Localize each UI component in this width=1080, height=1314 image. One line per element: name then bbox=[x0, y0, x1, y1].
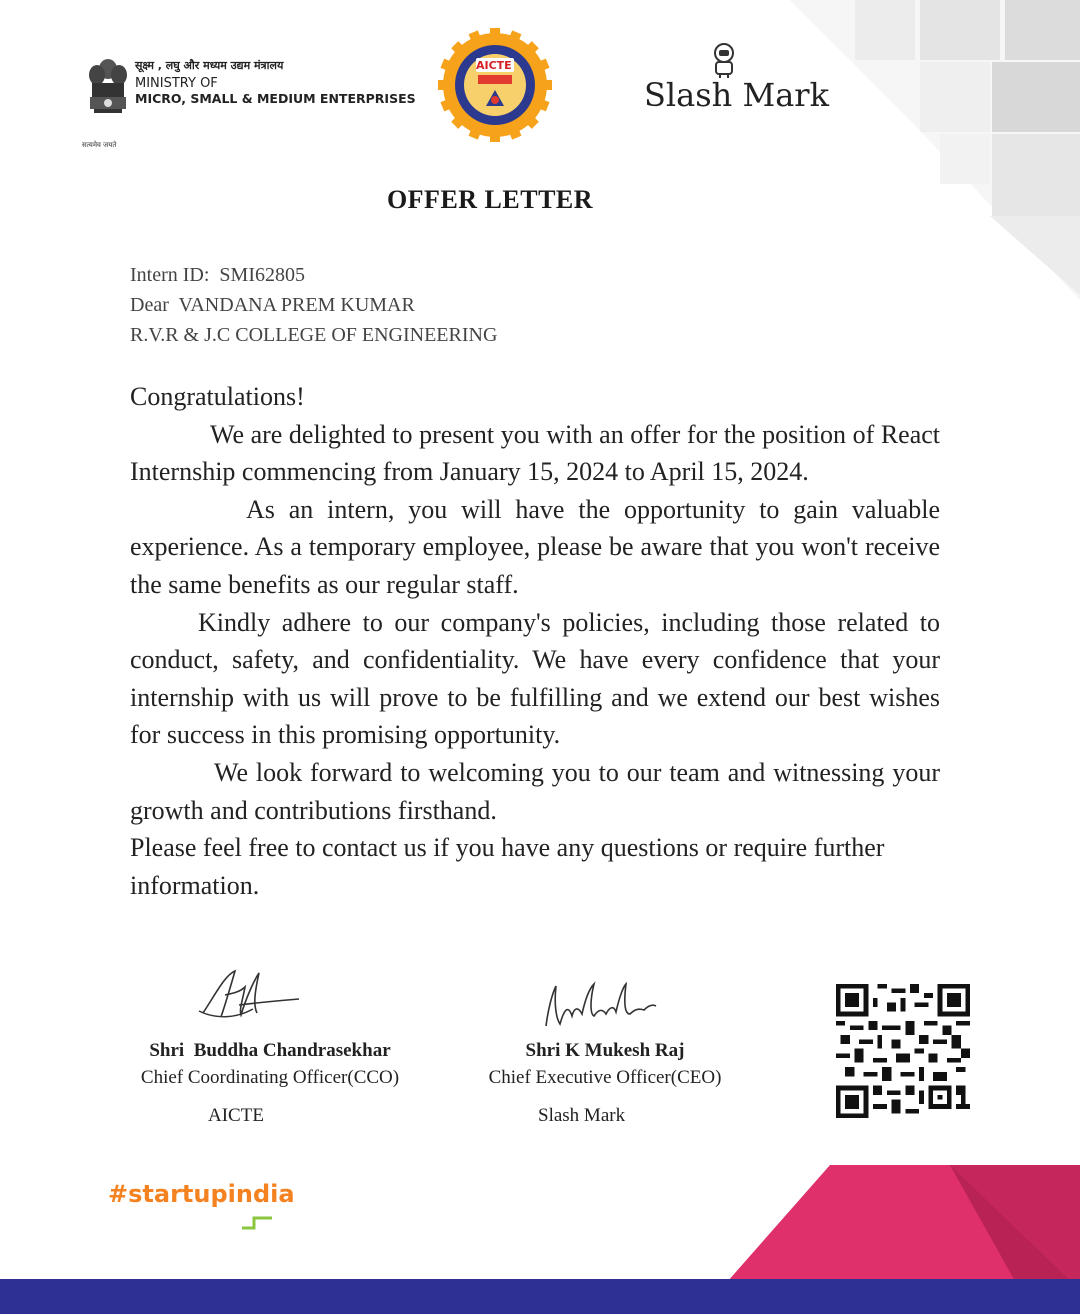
ministry-line1: MINISTRY OF bbox=[135, 76, 218, 91]
ministry-name bbox=[135, 58, 416, 106]
emblem-caption: सत्यमेव जयते bbox=[82, 141, 117, 149]
paragraph-2: As an intern, you will have the opportunity to gain valuable experience. As a temporary employee, please be aware that you won't receive the same benefits as our regular staff. bbox=[130, 494, 940, 599]
astronaut-icon bbox=[710, 42, 738, 78]
salutation-line bbox=[130, 290, 497, 320]
signature-ceo bbox=[540, 980, 660, 1032]
ministry-line2: MICRO, SMALL & MEDIUM ENTERPRISES bbox=[135, 91, 416, 106]
letter-title: OFFER LETTER bbox=[386, 185, 594, 214]
footer-band bbox=[0, 1279, 1080, 1314]
startupindia-hashtag bbox=[108, 1180, 295, 1208]
signatory-ceo-name: Shri K Mukesh Raj bbox=[525, 1040, 685, 1061]
intern-id-label: Intern ID: bbox=[130, 264, 210, 286]
paragraph-5: Please feel free to contact us if you have any questions or require further information. bbox=[130, 833, 885, 900]
startupindia-hashtag-prefix: #startup bbox=[108, 1180, 228, 1208]
startupindia-hashtag-suffix: india bbox=[227, 1180, 295, 1208]
paragraph-3: Kindly adhere to our company's policies, including those related to conduct, safety, and confidentiality. We have every confidence that your internship with us will prove to be fulfilling and we extend our best wishes for success in this promising opportunity. bbox=[130, 607, 940, 750]
recipient-block bbox=[130, 260, 497, 350]
intern-id: SMI62805 bbox=[219, 264, 305, 286]
college-name: R.V.R & J.C COLLEGE OF ENGINEERING bbox=[130, 324, 498, 346]
signatory-ceo-org: Slash Mark bbox=[538, 1105, 626, 1126]
ministry-hindi: सूक्ष्म , लघु और मध्यम उद्यम मंत्रालय bbox=[135, 59, 284, 72]
paragraph-1: We are delighted to present you with an offer for the position of React Internship commencing from January 15, 2024 to April 15, 2024. bbox=[130, 419, 940, 487]
intern-id-line bbox=[130, 260, 497, 290]
signatory-cco-org: AICTE bbox=[208, 1105, 264, 1126]
signatory-ceo bbox=[450, 1040, 760, 1089]
signatory-cco bbox=[110, 1040, 430, 1089]
greeting: Congratulations! bbox=[130, 382, 305, 411]
paragraph-4: We look forward to welcoming you to our team and witnessing your growth and contributions firsthand. bbox=[130, 757, 940, 825]
letter-body bbox=[130, 378, 940, 904]
aicte-logo-text: AICTE bbox=[476, 59, 512, 72]
recipient-name: VANDANA PREM KUMAR bbox=[178, 294, 415, 316]
aicte-logo bbox=[438, 28, 552, 142]
national-emblem-icon bbox=[84, 55, 132, 127]
signatory-cco-title: Chief Coordinating Officer(CCO) bbox=[140, 1067, 400, 1088]
corner-decoration-top bbox=[760, 0, 1080, 300]
salutation: Dear bbox=[130, 294, 169, 316]
startupindia-underline-icon bbox=[240, 1208, 276, 1230]
signatory-cco-name: Shri Buddha Chandrasekhar bbox=[149, 1040, 391, 1061]
qr-code bbox=[836, 984, 970, 1118]
slash-mark-brand: Slash Mark bbox=[644, 76, 829, 114]
corner-decoration-bottom bbox=[720, 1160, 1080, 1290]
signatory-ceo-title: Chief Executive Officer(CEO) bbox=[488, 1067, 722, 1088]
signature-cco bbox=[195, 965, 305, 1025]
